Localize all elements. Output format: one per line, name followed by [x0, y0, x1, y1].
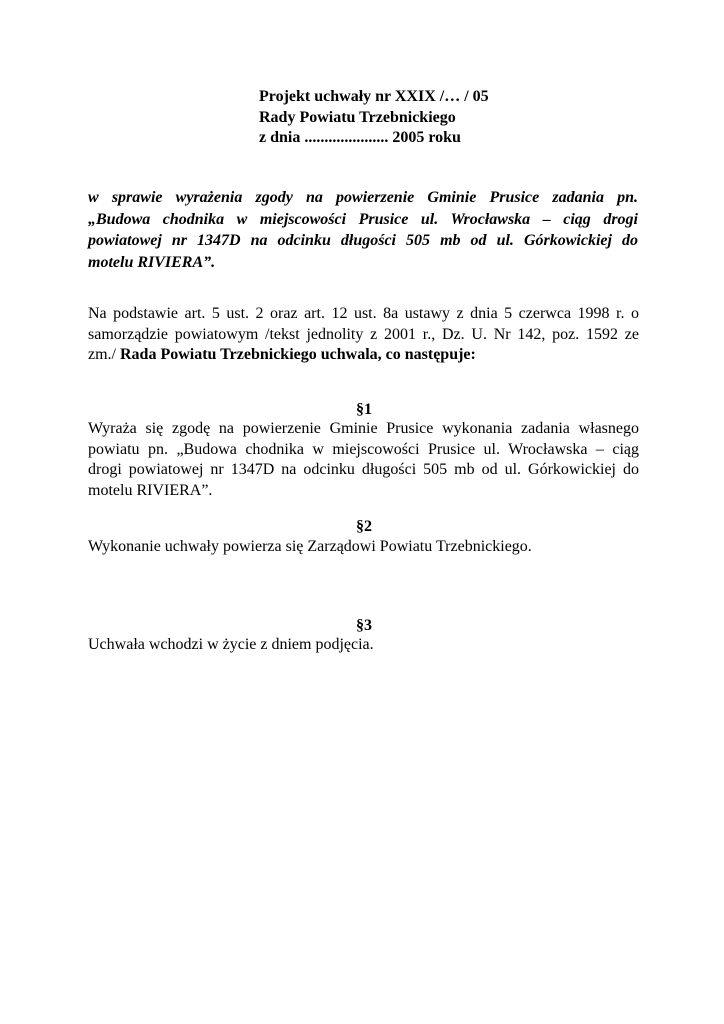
legal-basis	[88, 304, 639, 366]
paragraph-line: motelu RIVIERA”.	[88, 481, 213, 499]
resolution-number: Projekt uchwały nr XXIX /… / 05	[259, 88, 489, 105]
resolution-subject	[88, 187, 638, 273]
paragraph-line: Wykonanie uchwały powierza się Zarządowi Powiatu Trzebnickiego.	[88, 538, 532, 555]
paragraph-line: drogi powiatowej nr 1347D na odcinku długości 505 mb od ul. Górkowickiej do	[88, 461, 639, 478]
basis-line	[88, 345, 639, 366]
subject-line: motelu RIVIERA”.	[88, 253, 216, 271]
basis-text: zm./	[88, 346, 120, 363]
section-1-text	[88, 419, 639, 501]
section-3-text	[88, 635, 639, 656]
council-name: Rady Powiatu Trzebnickiego	[259, 108, 456, 126]
subject-line: powiatowej nr 1347D na odcinku długości 505 mb od ul. Górkowickiej do	[88, 232, 638, 249]
paragraph-line: powiatu pn. „Budowa chodnika w miejscowości Prusice ul. Wrocławska – ciąg	[88, 440, 639, 458]
paragraph-line: Wyraża się zgodę na powierzenie Gminie Prusice wykonania zadania własnego	[88, 420, 639, 437]
basis-line: samorządzie powiatowym /tekst jednolity z 2001 r., Dz. U. Nr 142, poz. 1592 ze	[88, 325, 639, 343]
resolution-date: z dnia ..................... 2005 roku	[259, 129, 461, 146]
section-mark-2: §2	[356, 518, 372, 535]
section-2-text	[88, 537, 639, 558]
subject-line: „Budowa chodnika w miejscowości Prusice ul. Wrocławska – ciąg drogi	[88, 210, 638, 228]
basis-resolution-clause: Rada Powiatu Trzebnickiego uchwala, co następuje:	[120, 346, 476, 363]
section-mark-1: §1	[356, 401, 372, 418]
paragraph-line: Uchwała wchodzi w życie z dniem podjęcia.	[88, 636, 374, 653]
resolution-heading	[259, 87, 489, 149]
subject-line: w sprawie wyrażenia zgody na powierzenie Gminie Prusice zadania pn.	[88, 189, 638, 206]
basis-line: Na podstawie art. 5 ust. 2 oraz art. 12 ust. 8a ustawy z dnia 5 czerwca 1998 r. o	[88, 305, 639, 322]
section-mark-3: §3	[356, 617, 372, 634]
